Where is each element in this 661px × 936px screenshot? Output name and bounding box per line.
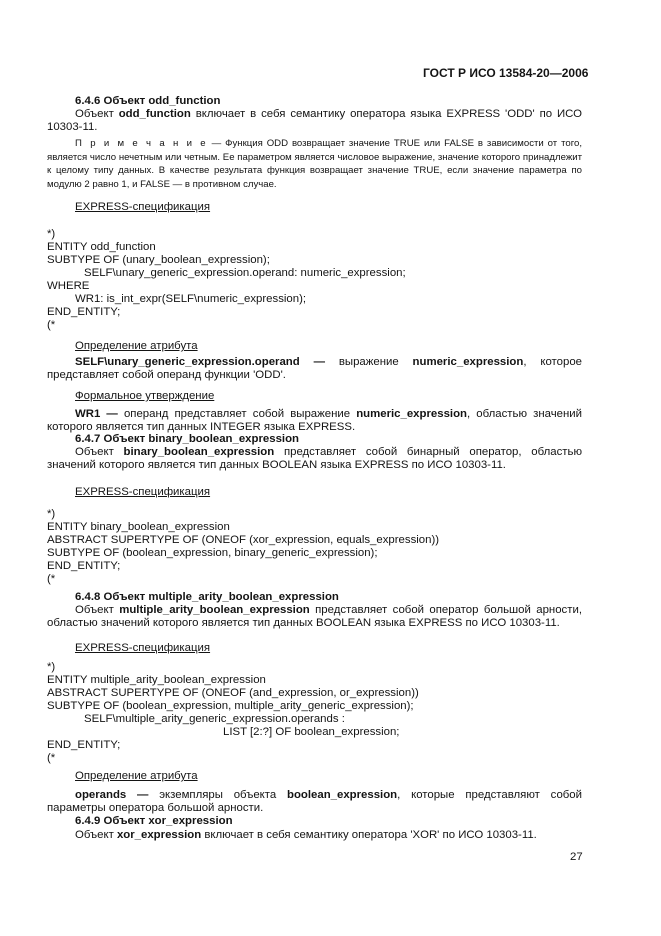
- code-line: ENTITY multiple_arity_boolean_expression: [47, 674, 266, 686]
- section-heading-6-4-7: 6.4.7 Объект binary_boolean_expression: [75, 433, 299, 445]
- code-line: SUBTYPE OF (boolean_expression, multiple_arity_generic_expression);: [47, 700, 414, 712]
- code-line: ENTITY odd_function: [47, 241, 156, 253]
- code-line: WHERE: [47, 280, 90, 292]
- section-heading-6-4-9: 6.4.9 Объект xor_expression: [75, 815, 233, 827]
- code-line: ENTITY binary_boolean_expression: [47, 521, 230, 533]
- paragraph-binary-boolean-expression: Объект binary_boolean_expression представляет собой бинарный оператор, областью значений которого является тип данных BOOLEAN языка EXPRESS по ИСО 10303-11.: [47, 446, 583, 471]
- note-label: П р и м е ч а н и е: [75, 138, 208, 149]
- rule-title-odd-function: Формальное утверждение: [75, 390, 215, 402]
- code-line: END_ENTITY;: [47, 306, 121, 318]
- code-line: *): [47, 661, 56, 673]
- section-heading-6-4-8: 6.4.8 Объект multiple_arity_boolean_expression: [75, 591, 339, 603]
- paragraph-xor-expression: Объект xor_expression включает в себя семантику оператора 'XOR' по ИСО 10303-11.: [75, 829, 537, 841]
- code-line: (*: [47, 573, 56, 585]
- page-number: 27: [570, 851, 583, 863]
- paragraph-odd-function: Объект odd_function включает в себя семантику оператора языка EXPRESS 'ODD' по ИСО 10303-11.: [47, 108, 582, 133]
- code-line: SUBTYPE OF (boolean_expression, binary_generic_expression);: [47, 547, 378, 559]
- code-line: (*: [47, 752, 56, 764]
- spec-title-binary: EXPRESS-спецификация: [75, 486, 211, 498]
- code-line: ABSTRACT SUPERTYPE OF (ONEOF (and_expression, or_expression)): [47, 687, 419, 699]
- code-line: END_ENTITY;: [47, 560, 121, 572]
- spec-title-multiple-arity: EXPRESS-спецификация: [75, 642, 211, 654]
- attr-definition-operands: operands — экземпляры объекта boolean_expression, которые представляют собой параметры оператора большой арности.: [47, 789, 582, 814]
- code-line: END_ENTITY;: [47, 739, 121, 751]
- attr-definition-operand: SELF\unary_generic_expression.operand — выражение numeric_expression, которое представляет собой операнд функции 'ODD'.: [47, 356, 582, 381]
- code-line: ABSTRACT SUPERTYPE OF (ONEOF (xor_expression, equals_expression)): [47, 534, 440, 546]
- paragraph-multiple-arity: Объект multiple_arity_boolean_expression представляет собой оператор большой арности, областью значений которого является тип данных BOOLEAN языка EXPRESS по ИСО 10303-11.: [47, 604, 582, 629]
- code-line: *): [47, 508, 56, 520]
- code-line: WR1: is_int_expr(SELF\numeric_expression);: [75, 293, 307, 305]
- code-line: LIST [2:?] OF boolean_expression;: [223, 726, 400, 738]
- attr-title-multiple-arity: Определение атрибута: [75, 770, 198, 782]
- document-id: ГОСТ Р ИСО 13584-20—2006: [423, 66, 589, 80]
- section-heading-6-4-6: 6.4.6 Объект odd_function: [75, 95, 221, 107]
- code-line: (*: [47, 319, 56, 331]
- code-line: SUBTYPE OF (unary_boolean_expression);: [47, 254, 270, 266]
- spec-title-odd-function: EXPRESS-спецификация: [75, 201, 211, 213]
- attr-title-odd-function: Определение атрибута: [75, 340, 198, 352]
- code-line: *): [47, 228, 56, 240]
- note-odd-function: П р и м е ч а н и е — Функция ODD возвращает значение TRUE или FALSE в зависимости от того, является число нечетным или четным. Ее параметром является числовое выражение, значение которого принадлежит к целому типу данных. В качестве результата функция возвращает значение TRUE, если значение параметра по модулю 2 равно 1, и FALSE — в противном случае.: [47, 138, 582, 190]
- rule-wr1: WR1 — операнд представляет собой выражение numeric_expression, областью значений которого является тип данных INTEGER языка EXPRESS.: [47, 408, 582, 433]
- code-line: SELF\unary_generic_expression.operand: numeric_expression;: [84, 267, 406, 279]
- code-line: SELF\multiple_arity_generic_expression.operands :: [84, 713, 345, 725]
